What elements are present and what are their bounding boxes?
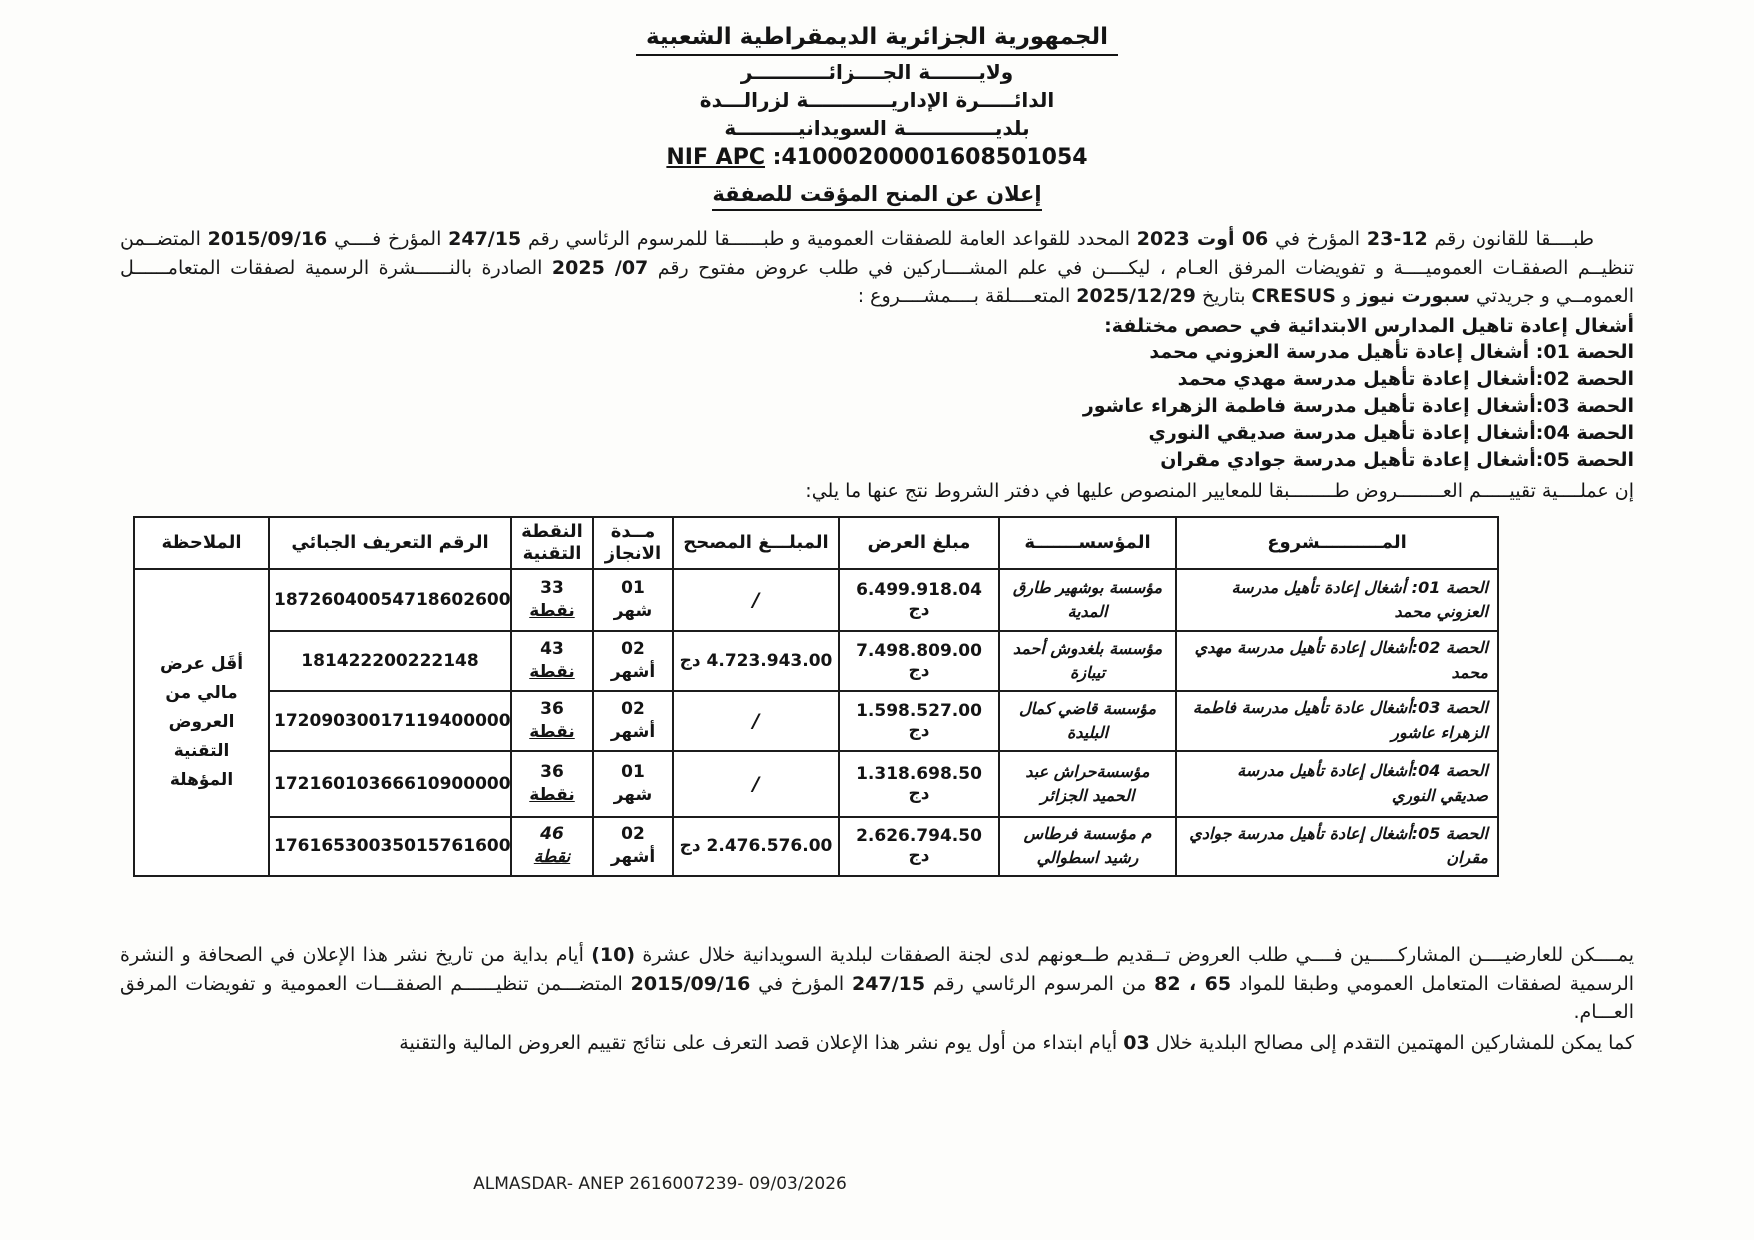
decree-date: 2015/09/16 <box>630 972 751 995</box>
offer-amount-cell: 1.598.527.00 دج <box>839 691 999 751</box>
col-header-technical-score: النقطة التقنية <box>511 517 593 569</box>
text-segment: المؤرخ في <box>1268 228 1367 250</box>
republic-title: الجمهورية الجزائرية الديمقراطية الشعبية <box>636 24 1118 56</box>
text-segment: و <box>1335 285 1358 307</box>
duration-unit: أشهر <box>610 721 656 742</box>
text-segment: الصادرة بالنــــــشرة الرسمية لصفقات المتعامــــــل العمومــي و جريدتي <box>120 256 1634 307</box>
tax-id-cell: 17616530035015761600 <box>269 817 511 877</box>
col-header-tax-id: الرقم التعريف الجبائي <box>269 517 511 569</box>
corrected-amount-cell: 2.476.576.00 دج <box>673 817 839 877</box>
col-header-corrected-amount: المبلـــغ المصحح <box>673 517 839 569</box>
duration-cell <box>593 751 673 817</box>
corrected-amount-cell <box>673 751 839 817</box>
duration-unit: أشهر <box>610 847 656 868</box>
company-cell: مؤسسة بوشهير طارق المدية <box>999 569 1176 631</box>
tax-id-cell: 18726040054718602600 <box>269 569 511 631</box>
republic-line <box>120 24 1634 56</box>
nif-value: :41000200001608501054 <box>772 145 1088 170</box>
score-unit: نقطة <box>533 847 571 868</box>
col-header-company: المؤسســـــــة <box>999 517 1176 569</box>
decree-number: 247/15 <box>852 972 926 995</box>
results-table <box>133 516 1499 877</box>
score-unit: نقطة <box>529 784 575 805</box>
col-header-offer-amount: مبلغ العرض <box>839 517 999 569</box>
lot-line-4: الحصة 04:أشغال إعادة تأهيل مدرسة صديقي النوري <box>1148 422 1634 445</box>
lot-line-5: الحصة 05:أشغال إعادة تأهيل مدرسة جوادي مقران <box>1160 449 1634 472</box>
project-summary-line: أشغال إعادة تاهيل المدارس الابتدائية في حصص مختلفة: <box>1104 314 1634 337</box>
project-cell: الحصة 05:أشغال إعادة تأهيل مدرسة جوادي مقران <box>1176 817 1498 877</box>
anep-footer: ALMASDAR- ANEP 2616007239- 09/03/2026 <box>473 1174 847 1194</box>
table-row <box>134 691 1498 751</box>
corrected-amount-cell <box>673 569 839 631</box>
company-cell: م مؤسسة فرطاس رشيد اسطوالي <box>999 817 1176 877</box>
duration-unit: أشهر <box>610 662 656 683</box>
company-cell: مؤسسة بلغدوش أحمد تيبازة <box>999 631 1176 691</box>
text-segment: المؤرخ في <box>750 972 853 995</box>
law-date: 06 أوت 2023 <box>1136 228 1269 250</box>
note-cell: أقَل عرض مالي من العروض التقنية المؤهلة <box>134 569 269 876</box>
company-cell: مؤسسةحراش عبد الحميد الجزائر <box>999 751 1176 817</box>
intro-paragraph <box>120 225 1634 311</box>
lots-list <box>120 313 1634 475</box>
text-segment: المحدد للقواعد العامة للصفقات العمومية و طبــــــقا للمرسوم الرئاسي رقم <box>521 228 1137 250</box>
duration-value: 02 <box>621 824 645 845</box>
daira-line: الدائـــــرة الإداريــــــــــــة لزرالـــدة <box>699 88 1055 112</box>
table-row <box>134 569 1498 631</box>
tax-id-cell: 17209030017119400000 <box>269 691 511 751</box>
tax-id-cell: 181422200222148 <box>269 631 511 691</box>
duration-cell <box>593 691 673 751</box>
score-unit: نقطة <box>529 721 575 742</box>
decree-number: 247/15 <box>448 228 522 250</box>
technical-score-cell <box>511 569 593 631</box>
project-cell: الحصة 02:أشغال إعادة تأهيل مدرسة مهدي محمد <box>1176 631 1498 691</box>
col-header-note: الملاحظة <box>134 517 269 569</box>
offer-amount-cell: 1.318.698.50 دج <box>839 751 999 817</box>
no-correction-mark: / <box>752 709 760 732</box>
text-segment: كما يمكن للمشاركين المهتمين التقدم إلى مصالح البلدية خلال <box>1149 1031 1634 1054</box>
score-unit: نقطة <box>529 601 575 622</box>
project-cell: الحصة 03:أشغال عادة تأهيل مدرسة فاطمة الزهراء عاشور <box>1176 691 1498 751</box>
duration-value: 01 <box>621 578 645 599</box>
score-unit: نقطة <box>529 662 575 683</box>
title-wrap <box>120 182 1634 211</box>
score-value: 33 <box>540 578 564 599</box>
offer-amount-cell: 6.499.918.04 دج <box>839 569 999 631</box>
text-segment: أيام بداية من تاريخ نشر هذا الإعلان في الصحافة و النشرة الرسمية لصفقات المتعامل العمومي وطبقا للمواد <box>120 944 1635 995</box>
nif-line <box>120 145 1634 170</box>
text-segment: المؤرخ فــــي <box>327 228 449 250</box>
offer-amount-cell: 2.626.794.50 دج <box>839 817 999 877</box>
document-header <box>120 24 1634 170</box>
score-value: 36 <box>540 698 564 719</box>
technical-score-cell <box>511 691 593 751</box>
table-row <box>134 817 1498 877</box>
info-paragraph <box>120 1029 1634 1058</box>
corrected-amount-cell <box>673 691 839 751</box>
lot-line-2: الحصة 02:أشغال إعادة تأهيل مدرسة مهدي محمد <box>1177 368 1634 391</box>
project-cell: الحصة 04:أشغال إعادة تأهيل مدرسة صديقي النوري <box>1176 751 1498 817</box>
col-header-duration: مــدة الانجاز <box>593 517 673 569</box>
duration-cell <box>593 817 673 877</box>
info-days: 03 <box>1123 1031 1150 1054</box>
table-row <box>134 751 1498 817</box>
table-row <box>134 631 1498 691</box>
duration-cell <box>593 631 673 691</box>
duration-cell <box>593 569 673 631</box>
technical-score-cell <box>511 631 593 691</box>
wilaya-line: ولايـــــــة الجــــزائـــــــــــر <box>740 60 1014 84</box>
newspaper-name-1: سبورت نيوز <box>1357 285 1470 307</box>
evaluation-line: إن عملــــية تقييـــــم العــــــــروض طــــــــبقا للمعايير المنصوص عليها في دفتر الشروط نتج عنها ما يلي: <box>805 480 1634 503</box>
duration-unit: شهر <box>613 784 653 805</box>
text-segment: المتضــمن تنظيــم الصفقـات العموميــــة و تفويضات المرفق العـام ، ليكــــن في علم المشــــاركين في طلب عروض مفتوح رقم <box>120 228 1634 279</box>
offer-amount-cell: 7.498.809.00 دج <box>839 631 999 691</box>
decree-articles: 65 ، 82 <box>1154 972 1232 995</box>
tax-id-cell: 17216010366610900000 <box>269 751 511 817</box>
project-cell: الحصة 01: أشغال إعادة تأهيل مدرسة العزوني محمد <box>1176 569 1498 631</box>
lot-line-1: الحصة 01: أشغال إعادة تأهيل مدرسة العزوني محمد <box>1149 341 1634 364</box>
text-segment: من المرسوم الرئاسي رقم <box>925 972 1155 995</box>
tender-number: 07/ 2025 <box>551 256 649 279</box>
page-title: إعلان عن المنح المؤقت للصفقة <box>712 182 1041 211</box>
duration-value: 02 <box>621 639 645 660</box>
duration-value: 02 <box>621 698 645 719</box>
score-value: 46 <box>540 824 564 845</box>
lot-line-3: الحصة 03:أشغال إعادة تأهيل مدرسة فاطمة الزهراء عاشور <box>1082 395 1634 418</box>
law-number: 12-23 <box>1366 228 1428 250</box>
technical-score-cell <box>511 751 593 817</box>
newspaper-name-2: CRESUS <box>1251 285 1336 307</box>
appeal-paragraph <box>120 941 1634 1027</box>
text-segment: طبــــقا للقانون رقم <box>1427 228 1594 250</box>
score-value: 43 <box>540 639 564 660</box>
text-segment: أيام ابتداء من أول يوم نشر هذا الإعلان قصد التعرف على نتائج تقييم العروض المالية والتقنية <box>399 1031 1124 1054</box>
appeal-days: (10) <box>591 944 636 967</box>
bottom-section <box>120 941 1634 1057</box>
no-correction-mark: / <box>752 772 760 795</box>
commune-line: بلديـــــــــــــة السويدانيـــــــــة <box>724 116 1030 140</box>
col-header-project: المــــــــــشروع <box>1176 517 1498 569</box>
corrected-amount-cell: 4.723.943.00 دج <box>673 631 839 691</box>
technical-score-cell <box>511 817 593 877</box>
text-segment: المتضـــمن تنظيــــــم الصفقـــات العمومية و تفويضات المرفق العـــام. <box>120 972 1634 1024</box>
publication-date: 2025/12/29 <box>1076 285 1196 307</box>
duration-unit: شهر <box>613 601 653 622</box>
duration-value: 01 <box>621 761 645 782</box>
decree-date: 2015/09/16 <box>207 228 328 250</box>
company-cell: مؤسسة قاضي كمال البليدة <box>999 691 1176 751</box>
no-correction-mark: / <box>752 589 760 612</box>
text-segment: المتعــــلقة بــــمشــــروع : <box>857 285 1077 307</box>
table-header-row <box>134 517 1498 569</box>
text-segment: بتاريخ <box>1195 285 1252 307</box>
score-value: 36 <box>540 761 564 782</box>
text-segment: يمــــكن للعارضيــــن المشاركـــــين فــــي طلب العروض تــقديم طــعونهم لدى لجنة الصفقات لبلدية السويدانية خلال عشرة <box>635 944 1634 967</box>
nif-label: NIF APC <box>666 145 765 170</box>
